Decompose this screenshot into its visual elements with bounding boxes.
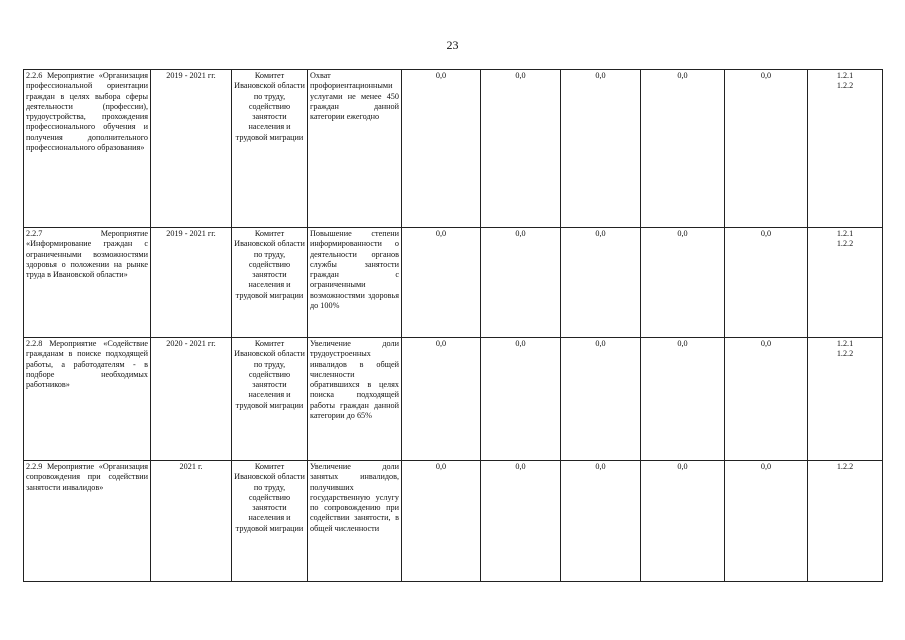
program-measures-table: [23, 69, 883, 582]
funding-value-cell: 0,0: [481, 70, 561, 228]
period-cell: 2020 - 2021 гг.: [151, 338, 232, 461]
funding-value-cell: 0,0: [725, 461, 808, 582]
period-cell: 2019 - 2021 гг.: [151, 228, 232, 338]
table-row: [24, 70, 883, 228]
funding-value-cell: 0,0: [561, 338, 641, 461]
indicator-code: 1.2.2: [836, 239, 854, 249]
funding-value-cell: 0,0: [641, 338, 725, 461]
funding-value-cell: 0,0: [402, 70, 481, 228]
funding-value-cell: 0,0: [481, 461, 561, 582]
table-row: [24, 461, 883, 582]
page-number: 23: [446, 38, 459, 52]
funding-value-cell: 0,0: [481, 338, 561, 461]
indicator-codes-cell: [808, 461, 883, 582]
funding-value-cell: 0,0: [561, 461, 641, 582]
indicator-codes-cell: [808, 70, 883, 228]
indicator-code: 1.2.2: [836, 81, 854, 91]
expected-result-cell: Увеличение доли занятых инвалидов, получивших государственную услугу по сопровождению при содействии занятости, в общей численности: [308, 461, 402, 582]
funding-value-cell: 0,0: [402, 461, 481, 582]
measure-name-cell: 2.2.8 Мероприятие «Содействие гражданам в поиске подходящей работы, а работодателям - в подборе необходимых работников»: [24, 338, 151, 461]
executor-cell: Комитет Ивановской области по труду, содействию занятости населения и трудовой миграции: [232, 338, 308, 461]
funding-value-cell: 0,0: [561, 70, 641, 228]
expected-result-cell: Охват профориентационными услугами не менее 450 граждан данной категории ежегодно: [308, 70, 402, 228]
funding-value-cell: 0,0: [725, 228, 808, 338]
funding-value-cell: 0,0: [725, 338, 808, 461]
indicator-code: 1.2.1: [836, 71, 854, 80]
indicator-codes-cell: [808, 338, 883, 461]
funding-value-cell: 0,0: [402, 338, 481, 461]
indicator-code: 1.2.1: [836, 229, 854, 238]
measure-name-cell: 2.2.7 Мероприятие «Информирование граждан с ограниченными возможностями здоровья о положении на рынке труда в Ивановской области»: [24, 228, 151, 338]
funding-value-cell: 0,0: [641, 228, 725, 338]
expected-result-cell: Увеличение доли трудоустроенных инвалидов в общей численности обратившихся в целях поиска подходящей работы граждан данной категории до 65%: [308, 338, 402, 461]
measure-name-cell: 2.2.6 Мероприятие «Организация профессиональной ориентации граждан в целях выбора сферы деятельности (профессии), трудоустройства, прохождения профессионального обучения и получения дополнительного профессионального образования»: [24, 70, 151, 228]
measure-name-cell: 2.2.9 Мероприятие «Организация сопровождения при содействии занятости инвалидов»: [24, 461, 151, 582]
table-row: [24, 338, 883, 461]
funding-value-cell: 0,0: [402, 228, 481, 338]
table-row: [24, 228, 883, 338]
executor-cell: Комитет Ивановской области по труду, содействию занятости населения и трудовой миграции: [232, 228, 308, 338]
funding-value-cell: 0,0: [641, 70, 725, 228]
executor-cell: Комитет Ивановской области по труду, содействию занятости населения и трудовой миграции: [232, 70, 308, 228]
executor-cell: Комитет Ивановской области по труду, содействию занятости населения и трудовой миграции: [232, 461, 308, 582]
funding-value-cell: 0,0: [481, 228, 561, 338]
funding-value-cell: 0,0: [561, 228, 641, 338]
indicator-code: 1.2.2: [836, 462, 854, 471]
funding-value-cell: 0,0: [641, 461, 725, 582]
period-cell: 2021 г.: [151, 461, 232, 582]
indicator-codes-cell: [808, 228, 883, 338]
indicator-code: 1.2.2: [836, 349, 854, 359]
period-cell: 2019 - 2021 гг.: [151, 70, 232, 228]
funding-value-cell: 0,0: [725, 70, 808, 228]
expected-result-cell: Повышение степени информированности о деятельности органов службы занятости граждан с ограниченными возможностями здоровья до 100%: [308, 228, 402, 338]
indicator-code: 1.2.1: [836, 339, 854, 348]
